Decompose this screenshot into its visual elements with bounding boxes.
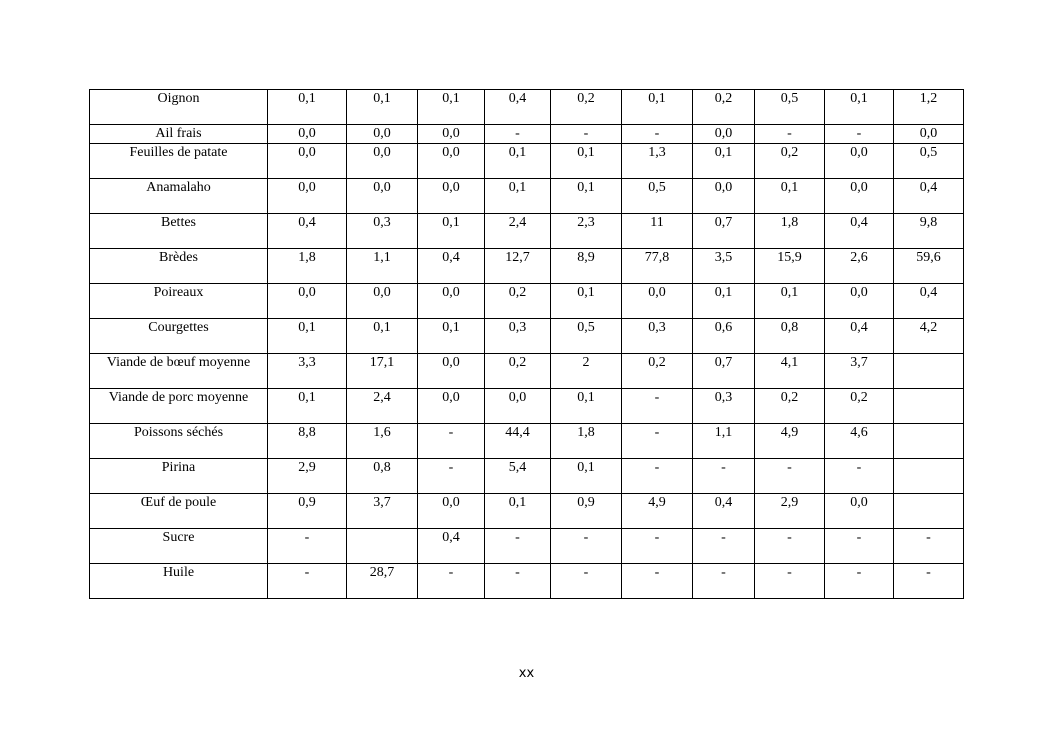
value-cell: 2,6: [825, 249, 894, 284]
value-cell: 0,6: [693, 319, 755, 354]
value-cell: [894, 424, 964, 459]
food-name-cell: Sucre: [90, 529, 268, 564]
value-cell: 0,1: [418, 90, 485, 125]
value-cell: -: [693, 459, 755, 494]
value-cell: 0,3: [347, 214, 418, 249]
table-row: [90, 214, 964, 249]
value-cell: 0,5: [894, 144, 964, 179]
value-cell: 4,2: [894, 319, 964, 354]
table-body: [90, 90, 964, 599]
value-cell: 0,7: [693, 354, 755, 389]
value-cell: 0,4: [418, 529, 485, 564]
value-cell: 0,3: [485, 319, 551, 354]
value-cell: 0,4: [693, 494, 755, 529]
value-cell: 0,0: [347, 144, 418, 179]
value-cell: -: [622, 125, 693, 144]
value-cell: -: [825, 459, 894, 494]
value-cell: 11: [622, 214, 693, 249]
value-cell: -: [418, 564, 485, 599]
value-cell: 0,0: [693, 125, 755, 144]
value-cell: 28,7: [347, 564, 418, 599]
value-cell: 0,1: [551, 459, 622, 494]
value-cell: 1,6: [347, 424, 418, 459]
nutrition-table: [89, 89, 964, 599]
value-cell: 1,8: [268, 249, 347, 284]
value-cell: -: [622, 459, 693, 494]
value-cell: 0,3: [622, 319, 693, 354]
value-cell: 17,1: [347, 354, 418, 389]
value-cell: -: [755, 564, 825, 599]
value-cell: -: [825, 125, 894, 144]
value-cell: 0,7: [693, 214, 755, 249]
value-cell: 0,1: [622, 90, 693, 125]
table-row: [90, 354, 964, 389]
food-name-cell: Œuf de poule: [90, 494, 268, 529]
value-cell: [894, 389, 964, 424]
value-cell: [347, 529, 418, 564]
value-cell: 0,5: [622, 179, 693, 214]
value-cell: 0,2: [755, 389, 825, 424]
value-cell: 0,1: [825, 90, 894, 125]
value-cell: 0,0: [825, 144, 894, 179]
value-cell: 0,2: [622, 354, 693, 389]
value-cell: 0,8: [755, 319, 825, 354]
value-cell: 0,0: [825, 179, 894, 214]
food-name-cell: Feuilles de patate: [90, 144, 268, 179]
value-cell: 1,1: [347, 249, 418, 284]
table-row: [90, 494, 964, 529]
value-cell: -: [894, 529, 964, 564]
value-cell: 0,0: [485, 389, 551, 424]
value-cell: 0,1: [418, 319, 485, 354]
food-name-cell: Poireaux: [90, 284, 268, 319]
value-cell: -: [485, 564, 551, 599]
value-cell: 0,0: [418, 125, 485, 144]
value-cell: 12,7: [485, 249, 551, 284]
food-name-cell: Viande de bœuf moyenne: [90, 354, 268, 389]
value-cell: 1,3: [622, 144, 693, 179]
table-row: [90, 529, 964, 564]
value-cell: 0,1: [551, 389, 622, 424]
value-cell: -: [755, 125, 825, 144]
value-cell: 0,0: [894, 125, 964, 144]
value-cell: 0,0: [622, 284, 693, 319]
value-cell: -: [485, 529, 551, 564]
value-cell: 4,9: [755, 424, 825, 459]
value-cell: -: [894, 564, 964, 599]
value-cell: 0,1: [268, 90, 347, 125]
value-cell: 1,1: [693, 424, 755, 459]
value-cell: -: [622, 389, 693, 424]
value-cell: 0,1: [485, 179, 551, 214]
value-cell: 3,7: [825, 354, 894, 389]
value-cell: 0,0: [418, 284, 485, 319]
value-cell: -: [622, 564, 693, 599]
value-cell: 8,9: [551, 249, 622, 284]
value-cell: 0,0: [268, 179, 347, 214]
value-cell: 0,1: [551, 284, 622, 319]
value-cell: 0,0: [825, 494, 894, 529]
value-cell: -: [825, 564, 894, 599]
value-cell: -: [825, 529, 894, 564]
value-cell: 15,9: [755, 249, 825, 284]
food-name-cell: Oignon: [90, 90, 268, 125]
value-cell: 0,1: [755, 179, 825, 214]
value-cell: 0,0: [825, 284, 894, 319]
value-cell: 0,0: [418, 144, 485, 179]
value-cell: -: [551, 529, 622, 564]
value-cell: 0,4: [418, 249, 485, 284]
value-cell: 0,5: [755, 90, 825, 125]
value-cell: 0,4: [825, 319, 894, 354]
value-cell: 0,0: [268, 284, 347, 319]
value-cell: 0,0: [418, 389, 485, 424]
value-cell: -: [485, 125, 551, 144]
food-name-cell: Ail frais: [90, 125, 268, 144]
food-name-cell: Brèdes: [90, 249, 268, 284]
table-row: [90, 179, 964, 214]
value-cell: 1,2: [894, 90, 964, 125]
value-cell: 59,6: [894, 249, 964, 284]
value-cell: 0,0: [693, 179, 755, 214]
table-row: [90, 564, 964, 599]
value-cell: 0,0: [347, 179, 418, 214]
value-cell: 0,9: [551, 494, 622, 529]
food-name-cell: Poissons séchés: [90, 424, 268, 459]
value-cell: 0,2: [485, 354, 551, 389]
value-cell: 0,0: [418, 179, 485, 214]
value-cell: -: [693, 564, 755, 599]
value-cell: -: [268, 564, 347, 599]
table-row: [90, 459, 964, 494]
value-cell: 0,1: [347, 90, 418, 125]
value-cell: [894, 494, 964, 529]
value-cell: 0,1: [485, 144, 551, 179]
table-row: [90, 125, 964, 144]
value-cell: 0,0: [418, 354, 485, 389]
value-cell: 0,2: [693, 90, 755, 125]
value-cell: 0,1: [347, 319, 418, 354]
value-cell: 0,8: [347, 459, 418, 494]
value-cell: 0,4: [894, 179, 964, 214]
table-row: [90, 424, 964, 459]
value-cell: 0,9: [268, 494, 347, 529]
value-cell: 0,0: [347, 284, 418, 319]
value-cell: -: [551, 125, 622, 144]
value-cell: 4,6: [825, 424, 894, 459]
value-cell: -: [755, 459, 825, 494]
value-cell: -: [418, 459, 485, 494]
value-cell: 3,3: [268, 354, 347, 389]
table-row: [90, 389, 964, 424]
value-cell: -: [622, 529, 693, 564]
value-cell: [894, 354, 964, 389]
value-cell: 0,0: [268, 144, 347, 179]
table-row: [90, 144, 964, 179]
value-cell: 2,4: [485, 214, 551, 249]
table-row: [90, 249, 964, 284]
value-cell: 0,1: [268, 389, 347, 424]
food-name-cell: Pirina: [90, 459, 268, 494]
value-cell: -: [268, 529, 347, 564]
value-cell: 0,4: [825, 214, 894, 249]
food-name-cell: Viande de porc moyenne: [90, 389, 268, 424]
table-row: [90, 284, 964, 319]
value-cell: 3,5: [693, 249, 755, 284]
value-cell: -: [755, 529, 825, 564]
value-cell: 5,4: [485, 459, 551, 494]
value-cell: 2,3: [551, 214, 622, 249]
food-name-cell: Anamalaho: [90, 179, 268, 214]
value-cell: 0,1: [551, 144, 622, 179]
value-cell: 0,5: [551, 319, 622, 354]
value-cell: 0,2: [551, 90, 622, 125]
value-cell: 0,2: [485, 284, 551, 319]
value-cell: 0,4: [268, 214, 347, 249]
value-cell: 0,3: [693, 389, 755, 424]
table-row: [90, 319, 964, 354]
value-cell: 2: [551, 354, 622, 389]
food-name-cell: Bettes: [90, 214, 268, 249]
value-cell: 2,9: [755, 494, 825, 529]
value-cell: -: [418, 424, 485, 459]
value-cell: 44,4: [485, 424, 551, 459]
value-cell: 1,8: [551, 424, 622, 459]
value-cell: 0,1: [418, 214, 485, 249]
value-cell: [894, 459, 964, 494]
value-cell: 0,2: [825, 389, 894, 424]
value-cell: -: [693, 529, 755, 564]
value-cell: 0,1: [755, 284, 825, 319]
value-cell: 8,8: [268, 424, 347, 459]
value-cell: 0,0: [268, 125, 347, 144]
value-cell: 77,8: [622, 249, 693, 284]
value-cell: -: [551, 564, 622, 599]
value-cell: 0,0: [418, 494, 485, 529]
value-cell: 0,4: [894, 284, 964, 319]
value-cell: 0,2: [755, 144, 825, 179]
value-cell: 1,8: [755, 214, 825, 249]
value-cell: 0,4: [485, 90, 551, 125]
value-cell: 0,1: [693, 144, 755, 179]
value-cell: 0,1: [268, 319, 347, 354]
value-cell: 4,1: [755, 354, 825, 389]
value-cell: -: [622, 424, 693, 459]
value-cell: 9,8: [894, 214, 964, 249]
value-cell: 0,1: [485, 494, 551, 529]
value-cell: 0,0: [347, 125, 418, 144]
value-cell: 2,9: [268, 459, 347, 494]
food-name-cell: Courgettes: [90, 319, 268, 354]
value-cell: 3,7: [347, 494, 418, 529]
table-row: [90, 90, 964, 125]
page-number: xx: [518, 666, 535, 681]
food-name-cell: Huile: [90, 564, 268, 599]
value-cell: 2,4: [347, 389, 418, 424]
value-cell: 0,1: [551, 179, 622, 214]
value-cell: 0,1: [693, 284, 755, 319]
value-cell: 4,9: [622, 494, 693, 529]
